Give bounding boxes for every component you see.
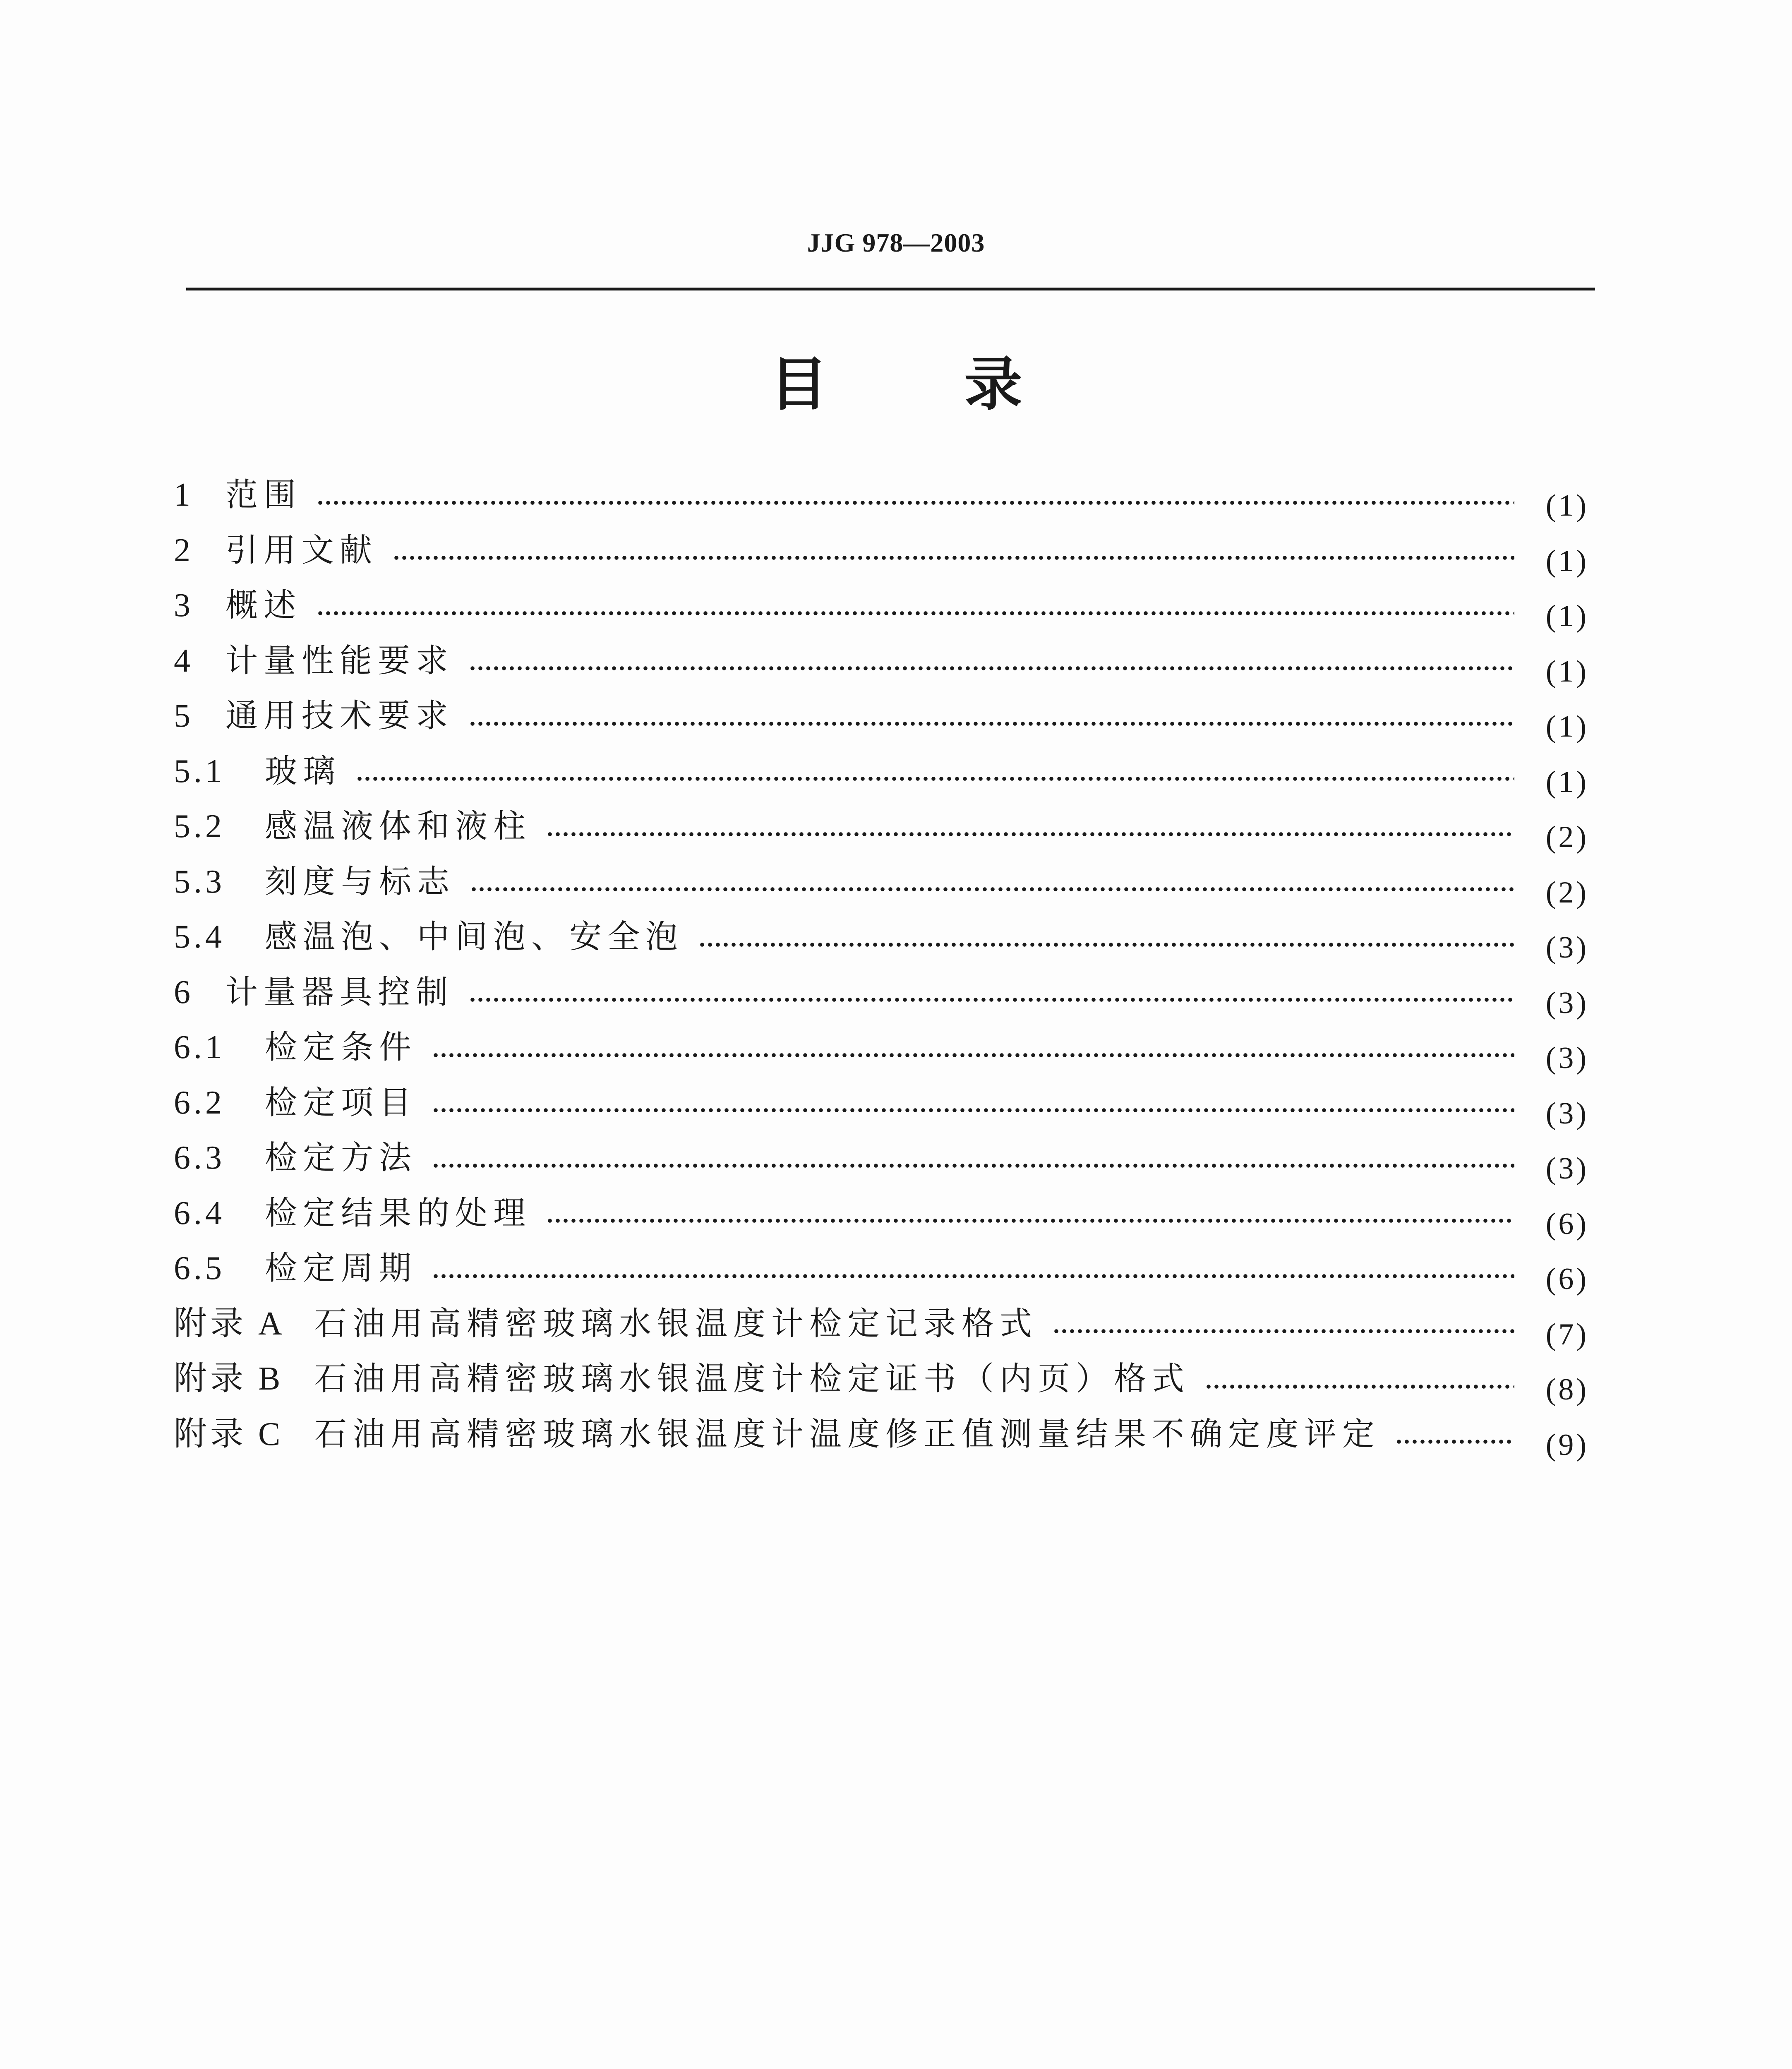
toc-entry-label: 检定结果的处理 xyxy=(265,1194,532,1232)
toc-entry-page: (6) xyxy=(1545,1207,1589,1241)
toc-entry xyxy=(174,523,1589,578)
toc-entry xyxy=(174,1186,1589,1241)
dot-leader xyxy=(470,665,1514,673)
toc-entry-page: (1) xyxy=(1545,710,1589,744)
toc-entry-number: 附录 B xyxy=(174,1361,284,1397)
toc-entry-label: 石油用高精密玻璃水银温度计检定记录格式 xyxy=(314,1305,1038,1342)
toc-entry-number: 4 xyxy=(174,642,194,679)
header-rule xyxy=(186,288,1595,290)
toc-entry-number: 3 xyxy=(174,587,194,624)
toc-entry xyxy=(174,799,1589,854)
toc-entry-page: (3) xyxy=(1545,986,1589,1020)
toc-entry-page: (3) xyxy=(1545,931,1589,965)
toc-entry-number: 5 xyxy=(174,698,194,734)
toc-entry-page: (8) xyxy=(1545,1373,1589,1407)
toc-entry-label: 检定项目 xyxy=(265,1084,417,1121)
toc-entry-number: 5.3 xyxy=(174,863,225,900)
toc-entry xyxy=(174,634,1589,689)
toc-entry-label: 计量器具控制 xyxy=(225,973,454,1011)
dot-leader xyxy=(434,1273,1514,1281)
toc-entry-page: (3) xyxy=(1545,1041,1589,1075)
toc-entry xyxy=(174,744,1589,799)
toc-entry-number: 附录 C xyxy=(174,1416,284,1452)
toc-entry-label: 感温液体和液柱 xyxy=(265,808,532,845)
toc-entry-number: 1 xyxy=(174,477,194,513)
toc-entry-page: (1) xyxy=(1545,765,1589,799)
toc-entry-page: (2) xyxy=(1545,875,1589,910)
standard-code: JJG 978—2003 xyxy=(807,228,985,257)
toc-entry-number: 5.2 xyxy=(174,808,225,845)
toc-entry-label: 计量性能要求 xyxy=(225,642,454,679)
toc-entry-number: 6 xyxy=(174,974,194,1010)
toc-entry-label: 检定方法 xyxy=(265,1139,417,1176)
toc-entry-page: (9) xyxy=(1545,1428,1589,1462)
toc-entry-page: (1) xyxy=(1545,599,1589,633)
toc-entry xyxy=(174,468,1589,523)
toc-entry-label: 概述 xyxy=(225,587,302,624)
toc-entry-label: 引用文献 xyxy=(225,531,378,569)
toc-title: 目录 xyxy=(770,351,1159,418)
dot-leader xyxy=(548,1217,1514,1226)
toc-entry-label: 范围 xyxy=(225,476,302,514)
toc-entry-page: (1) xyxy=(1545,654,1589,689)
toc-entry-number: 2 xyxy=(174,532,194,569)
toc-entry-number: 6.1 xyxy=(174,1029,225,1066)
table-of-contents xyxy=(174,468,1589,1462)
dot-leader xyxy=(470,720,1514,729)
toc-entry xyxy=(174,965,1589,1020)
toc-entry-label: 检定条件 xyxy=(265,1029,417,1066)
toc-entry xyxy=(174,689,1589,744)
dot-leader xyxy=(434,1052,1514,1060)
toc-entry-page: (1) xyxy=(1545,489,1589,523)
toc-entry xyxy=(174,1296,1589,1352)
dot-leader xyxy=(394,554,1514,563)
dot-leader xyxy=(1054,1328,1514,1336)
toc-entry-number: 6.5 xyxy=(174,1250,225,1287)
dot-leader xyxy=(434,1107,1514,1115)
toc-entry-page: (1) xyxy=(1545,544,1589,578)
toc-entry-label: 通用技术要求 xyxy=(225,697,454,734)
toc-entry-label: 检定周期 xyxy=(265,1250,417,1287)
toc-entry xyxy=(174,1351,1589,1407)
toc-entry xyxy=(174,1407,1589,1462)
toc-entry xyxy=(174,910,1589,965)
toc-entry-number: 6.4 xyxy=(174,1195,225,1231)
toc-entry-label: 感温泡、中间泡、安全泡 xyxy=(265,918,684,955)
toc-entry-label: 石油用高精密玻璃水银温度计检定证书（内页）格式 xyxy=(314,1360,1190,1397)
toc-entry xyxy=(174,854,1589,910)
toc-entry-label: 石油用高精密玻璃水银温度计温度修正值测量结果不确定度评定 xyxy=(314,1415,1381,1453)
dot-leader xyxy=(1397,1438,1514,1447)
dot-leader xyxy=(434,1162,1514,1171)
toc-entry xyxy=(174,1075,1589,1131)
dot-leader xyxy=(470,996,1514,1005)
toc-entry-page: (3) xyxy=(1545,1096,1589,1131)
toc-entry-number: 6.3 xyxy=(174,1140,225,1176)
toc-entry-number: 附录 A xyxy=(174,1305,285,1342)
dot-leader xyxy=(700,941,1514,950)
toc-entry-number: 5.4 xyxy=(174,919,225,955)
toc-entry-page: (3) xyxy=(1545,1152,1589,1186)
dot-leader xyxy=(318,499,1514,508)
toc-entry-page: (2) xyxy=(1545,820,1589,854)
dot-leader xyxy=(318,610,1514,618)
dot-leader xyxy=(472,886,1514,894)
toc-entry xyxy=(174,1241,1589,1296)
toc-entry xyxy=(174,578,1589,634)
toc-entry-number: 5.1 xyxy=(174,753,225,790)
dot-leader xyxy=(357,775,1514,784)
toc-entry-page: (6) xyxy=(1545,1262,1589,1296)
toc-entry-label: 玻璃 xyxy=(265,752,341,790)
dot-leader xyxy=(1207,1383,1514,1392)
toc-entry xyxy=(174,1020,1589,1075)
toc-entry-label: 刻度与标志 xyxy=(265,863,456,900)
toc-entry-page: (7) xyxy=(1545,1317,1589,1351)
dot-leader xyxy=(548,831,1514,839)
toc-entry xyxy=(174,1131,1589,1186)
toc-entry-number: 6.2 xyxy=(174,1084,225,1121)
